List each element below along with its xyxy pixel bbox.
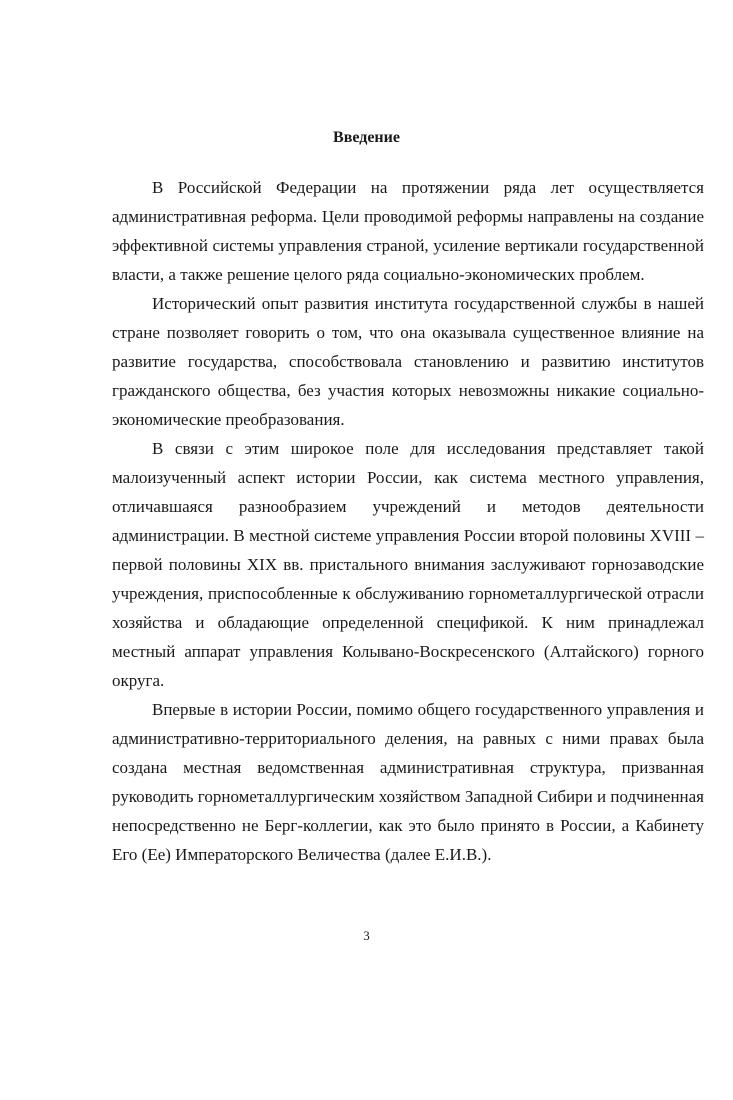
page-number: 3 (363, 928, 370, 943)
paragraph-3: В связи с этим широкое поле для исследования представляет такой малоизученный аспект истории России, как система местного управления, отличавшаяся разнообразием учреждений и методов деятельности администрации. В местной системе управления России второй половины XVIII – первой половины XIX вв. пристального внимания заслуживают горнозаводские учреждения, приспособленные к обслуживанию горнометаллургической отрасли хозяйства и обладающие определенной спецификой. К ним принадлежал местный аппарат управления Колывано-Воскресенского (Алтайского) горного округа. (112, 439, 704, 690)
paragraph-4: Впервые в истории России, помимо общего государственного управления и административно-территориального деления, на равных с ними правах была создана местная ведомственная административная структура, призванная руководить горнометаллургическим хозяйством Западной Сибири и подчиненная непосредственно не Берг-коллегии, как это было принято в России, а Кабинету Его (Ее) Императорского Величества (далее Е.И.В.). (112, 700, 704, 864)
document-body (112, 173, 704, 869)
page-title: Введение (333, 129, 400, 146)
paragraph-1: В Российской Федерации на протяжении ряда лет осуществляется административная реформа. Цели проводимой реформы направлены на создание эффективной системы управления страной, усиление вертикали государственной власти, а также решение целого ряда социально-экономических проблем. (112, 178, 704, 284)
paragraph-2: Исторический опыт развития института государственной службы в нашей стране позволяет говорить о том, что она оказывала существенное влияние на развитие государства, способствовала становлению и развитию институтов гражданского общества, без участия которых невозможны никакие социально-экономические преобразования. (112, 294, 704, 429)
